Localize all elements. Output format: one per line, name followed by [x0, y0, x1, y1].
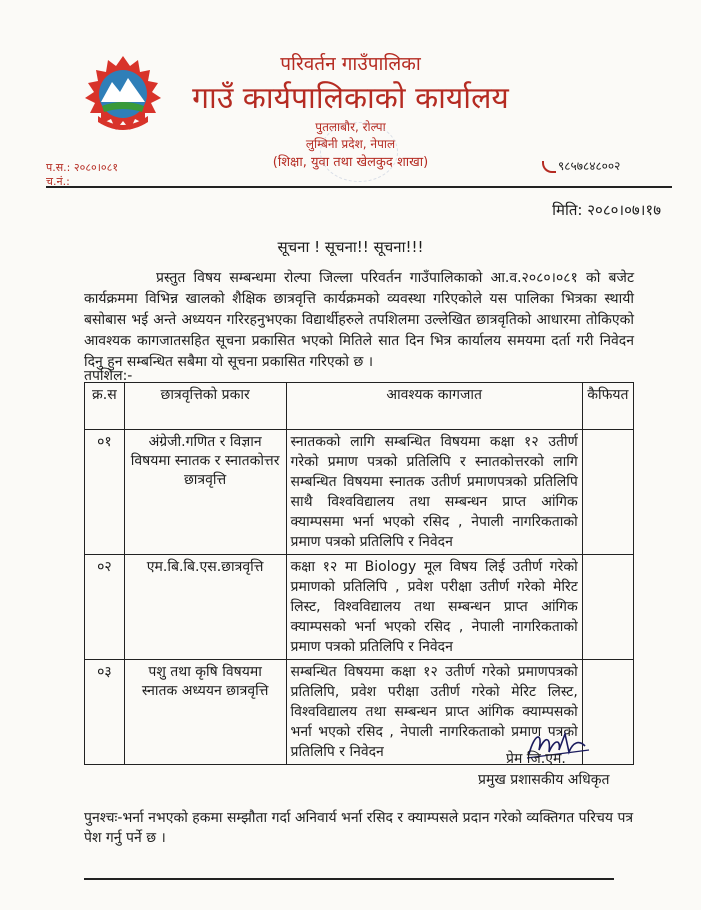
row-type: एम.बि.बि.एस.छात्रवृत्ति — [124, 555, 286, 660]
row-docs: कक्षा १२ मा Biology मूल विषय लिई उतीर्ण गरेको प्रमाणको प्रतिलिपि , प्रवेश परीक्षा उतीर्ण गरेको मेरिट लिस्ट, विश्वविद्यालय तथा सम्बन्धन प्राप्त आंगिक क्याम्पसको भर्ना भएको रसिद , नेपाली नागरिकताको प्रमाण पत्रको प्रतिलिपि र निवेदन — [286, 555, 582, 660]
col-header-remarks: कैफियत — [582, 383, 633, 430]
row-sn: ०१ — [85, 430, 125, 555]
table-row — [85, 555, 634, 660]
office-name-title: गाउँ कार्यपालिकाको कार्यालय — [192, 81, 509, 116]
dispatch-number: च.नं.: — [46, 175, 70, 188]
table-header-row — [85, 383, 634, 430]
col-header-sn: क्र.स — [85, 383, 125, 430]
row-docs: सम्बन्धित विषयमा कक्षा १२ उतीर्ण गरेको प्रमाणपत्रको प्रतिलिपि, प्रवेश परीक्षा उतीर्ण गरेको मेरिट लिस्ट, विश्वविद्यालय तथा सम्बन्धन प्राप्त आंगिक क्याम्पसको भर्ना भएको रसिद , नेपाली नागरिकताको प्रमाण पत्रको प्रतिलिपि र निवेदन — [286, 660, 582, 765]
letter-date: मिति: २०८०।०७।१७ — [552, 201, 661, 219]
row-remarks — [582, 555, 633, 660]
section-name: (शिक्षा, युवा तथा खेलकुद शाखा) — [272, 155, 429, 170]
row-docs: स्नातकको लागि सम्बन्धित विषयमा कक्षा १२ उतीर्ण गरेको प्रमाण पत्रको प्रतिलिपि र स्नातकोत्तरको लागि सम्बन्धित विषयमा स्नातक उतीर्ण प्रमाणपत्रको प्रतिलिपि साथै विश्वविद्यालय तथा सम्बन्धन प्राप्त आंगिक क्याम्पसमा भर्ना भएको रसिद , नेपाली नागरिकताको प्रमाण पत्रको प्रतिलिपि र निवेदन — [286, 430, 582, 555]
notice-body: प्रस्तुत विषय सम्बन्धमा रोल्पा जिल्ला परिवर्तन गाउँपालिकाको आ.व.२०८०।०८१ को बजेट कार्यक्रममा विभिन्न खालको शैक्षिक छात्रवृत्ति कार्यक्रमको व्यवस्था गरिएकोले यस पालिका भित्रका स्थायी बसोबास भई अन्ते अध्ययन गरिरहनुभएका विद्यार्थीहरुले तपशिलमा उल्लेखित छात्रवृतिको आधारमा तोकिएको आवश्यक कागजातसहित सूचना प्रकासित भएको मितिले सात दिन भित्र कार्यालय समयमा दर्ता गरी निवेदन दिनु हुन सम्बन्धित सबैमा यो सूचना प्रकासित गरिएको छ । — [84, 270, 634, 370]
footer-divider — [84, 878, 614, 880]
faint-stamp — [320, 122, 398, 182]
details-label: तपशिल:- — [84, 368, 133, 384]
address-line2: लुम्बिनी प्रदेश, नेपाल — [305, 137, 396, 151]
header-divider — [46, 186, 672, 188]
signatory-title: प्रमुख प्रशासकीय अधिकृत — [478, 772, 610, 788]
phone-number — [542, 157, 620, 174]
row-sn: ०२ — [85, 555, 125, 660]
phone-number-text: ९८५७८४८००२ — [558, 159, 621, 173]
address-line1: पुतलाबौर, रोल्पा — [315, 120, 386, 134]
row-type: पशु तथा कृषि विषयमा स्नातक अध्ययन छात्रवृत्ति — [124, 660, 286, 765]
row-sn: ०३ — [85, 660, 125, 765]
notice-subject: सूचना ! सूचना!! सूचना!!! — [277, 238, 424, 256]
phone-icon — [542, 161, 556, 173]
signatory-name: प्रेम जि.एम. — [506, 751, 566, 767]
scholarship-table — [84, 382, 634, 765]
row-remarks — [582, 430, 633, 555]
col-header-type: छात्रवृत्तिको प्रकार — [124, 383, 286, 430]
reference-number: प.स.: २०८०।०८१ — [46, 161, 119, 174]
postscript-note: पुनश्चः-भर्ना नभएको हकमा सम्झौता गर्दा अनिवार्य भर्ना रसिद र क्याम्पसले प्रदान गरेको व्यक्तिगत परिचय पत्र पेश गर्नु पर्ने छ । — [84, 810, 634, 846]
table-row — [85, 430, 634, 555]
row-type: अंग्रेजी.गणित र विज्ञान विषयमा स्नातक र स्नातकोत्तर छात्रवृत्ति — [124, 430, 286, 555]
col-header-docs: आवश्यक कागजात — [286, 383, 582, 430]
office-name-line1: परिवर्तन गाउँपालिका — [280, 53, 421, 75]
